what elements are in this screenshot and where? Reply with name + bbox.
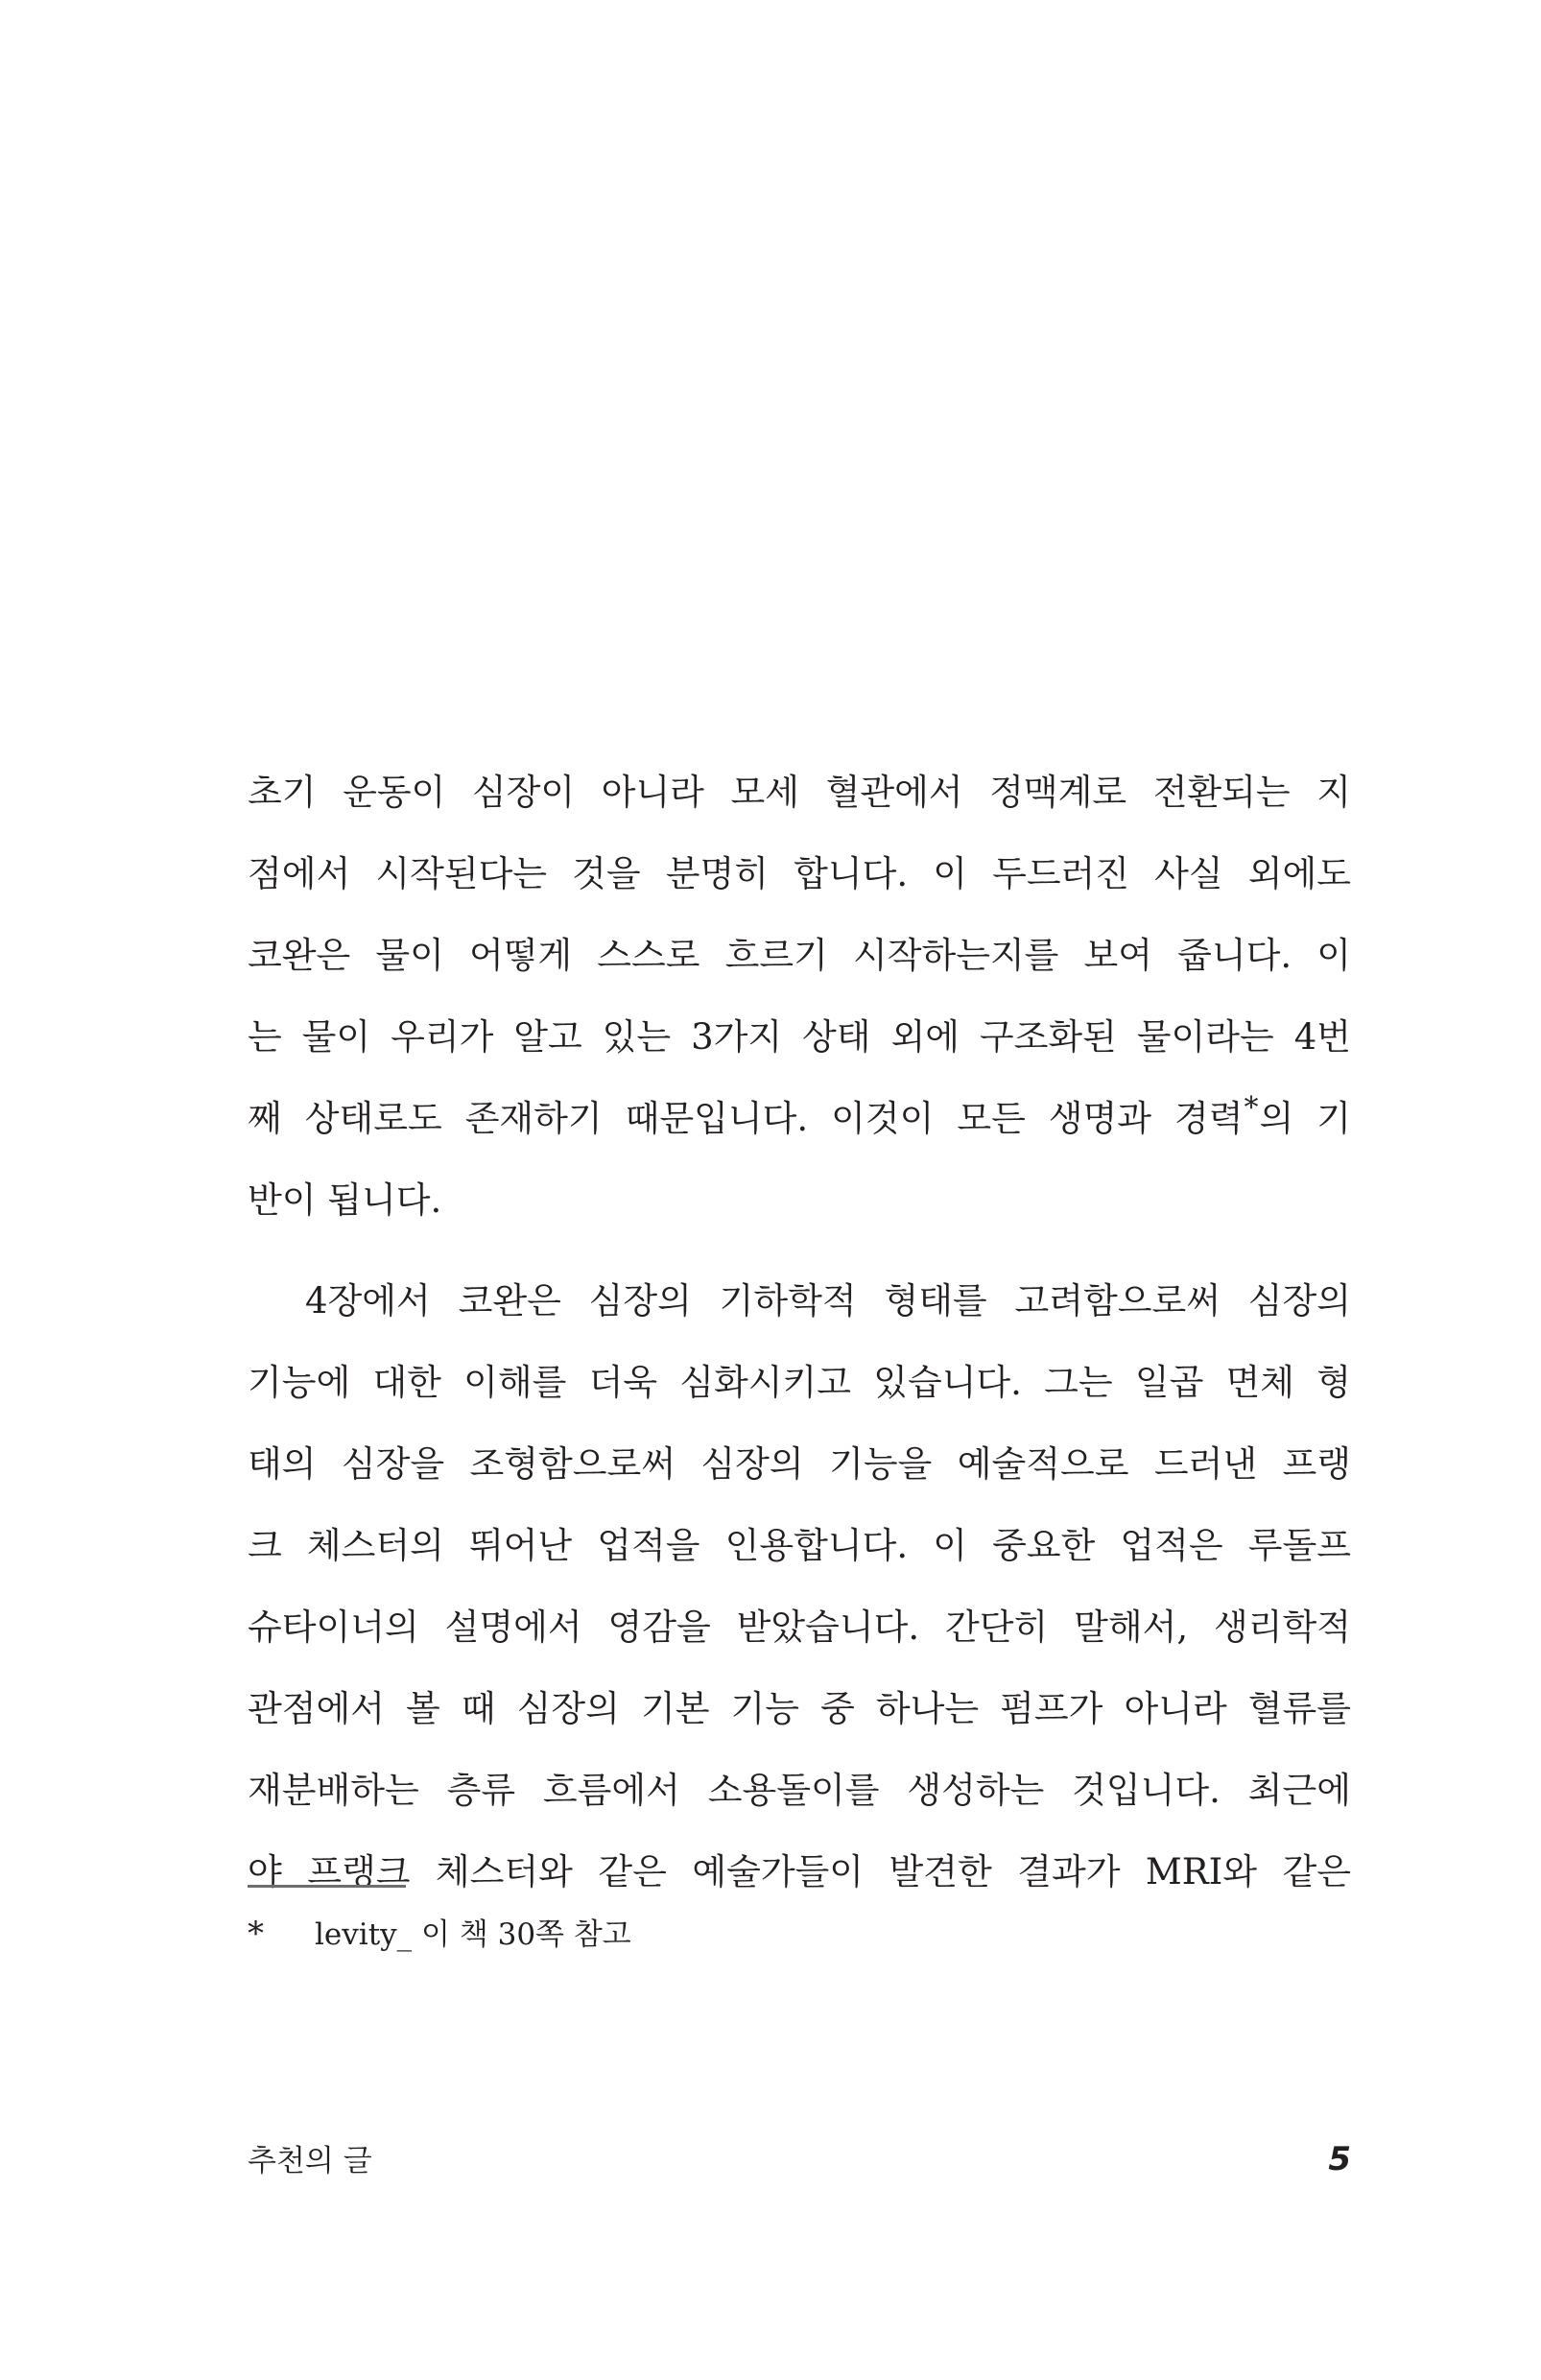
body-paragraph-1	[248, 751, 1351, 1241]
paragraph-line-with-footnote-ref	[248, 1078, 1351, 1159]
paragraph-line: 는 물이 우리가 알고 있는 3가지 상태 외에 구조화된 물이라는 4번	[248, 1016, 1351, 1058]
paragraph-line: 슈타이너의 설명에서 영감을 받았습니다. 간단히 말해서, 생리학적	[248, 1606, 1351, 1648]
paragraph-line: 코완은 물이 어떻게 스스로 흐르기 시작하는지를 보여 줍니다. 이	[248, 935, 1351, 976]
paragraph-line: 크 체스터의 뛰어난 업적을 인용합니다. 이 중요한 업적은 루돌프	[248, 1525, 1351, 1566]
page-number: 5	[1328, 2140, 1351, 2178]
footnote	[248, 1915, 631, 1954]
paragraph-line: 재분배하는 층류 흐름에서 소용돌이를 생성하는 것입니다. 최근에	[248, 1770, 1351, 1811]
body-paragraph-2	[248, 1260, 1351, 1913]
paragraph-line: 초기 운동이 심장이 아니라 모세 혈관에서 정맥계로 전환되는 지	[248, 772, 1351, 813]
paragraph-line: 4장에서 코완은 심장의 기하학적 형태를 고려함으로써 심장의	[305, 1280, 1351, 1321]
footnote-marker: *	[248, 1915, 264, 1953]
running-title: 추천의 글	[248, 2144, 372, 2178]
footnote-divider	[248, 1885, 406, 1888]
line-text: 째 상태로도 존재하기 때문입니다. 이것이 모든 생명과 경력	[248, 1098, 1244, 1139]
paragraph-line: 관점에서 볼 때 심장의 기본 기능 중 하나는 펌프가 아니라 혈류를	[248, 1688, 1351, 1729]
line-text: 의 기	[1259, 1098, 1351, 1139]
paragraph-line: 반이 됩니다.	[248, 1179, 442, 1221]
footnote-reference-mark: *	[1244, 1091, 1259, 1125]
footnote-text: levity_ 이 책 30쪽 참고	[315, 1917, 631, 1952]
paragraph-line: 점에서 시작된다는 것을 분명히 합니다. 이 두드러진 사실 외에도	[248, 853, 1351, 894]
paragraph-line: 야 프랭크 체스터와 같은 예술가들이 발견한 결과가 MRI와 같은	[248, 1851, 1351, 1892]
paragraph-line: 태의 심장을 조형함으로써 심장의 기능을 예술적으로 드러낸 프랭	[248, 1443, 1351, 1485]
paragraph-line: 기능에 대한 이해를 더욱 심화시키고 있습니다. 그는 일곱 면체 형	[248, 1362, 1351, 1403]
